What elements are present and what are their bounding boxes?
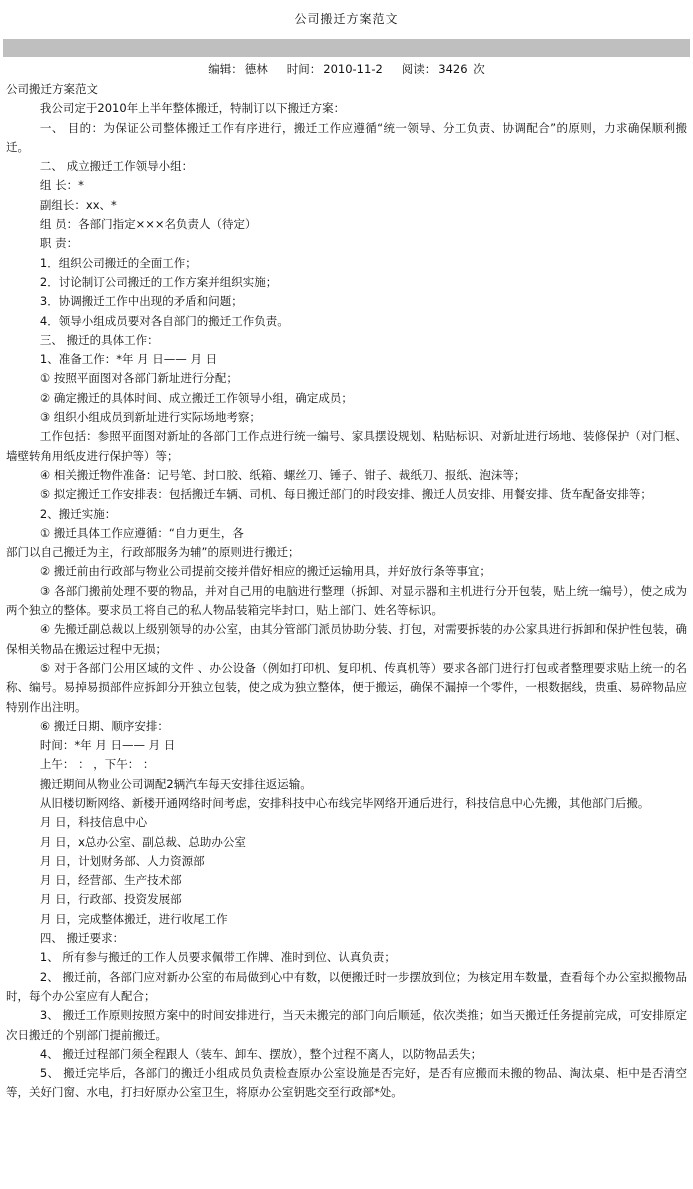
paragraph: 时间：*年 月 日—— 月 日 xyxy=(39,738,176,753)
paragraph: 组 员：各部门指定×××名负责人（待定） xyxy=(39,217,257,232)
paragraph: ① 搬迁具体工作应遵循：“自力更生，各 xyxy=(39,525,244,540)
paragraph: 4．领导小组成员要对各自部门的搬迁工作负责。 xyxy=(39,313,289,328)
paragraph: ④ 相关搬迁物件准备：记号笔、封口胶、纸箱、螺丝刀、锤子、钳子、裁纸刀、报纸、泡沫等； xyxy=(39,467,526,482)
paragraph: ③ 各部门搬前处理不要的物品，并对自己用的电脑进行整理（拆卸、对显示器和主机进行分开包装，贴上统一编号），使之成为两个独立的整体。要求员工将自己的私人物品装箱完毕封口，贴上部门、姓名等标识。 xyxy=(6,583,687,618)
paragraph: 月 日，计划财务部、人力资源部 xyxy=(39,853,205,868)
page-title: 公司搬迁方案范文 xyxy=(294,12,399,26)
paragraph: 2．讨论制订公司搬迁的工作方案并组织实施； xyxy=(39,274,278,289)
paragraph: 二、 成立搬迁工作领导小组： xyxy=(39,159,194,174)
paragraph: 三、 搬迁的具体工作： xyxy=(39,332,159,347)
article-heading: 公司搬迁方案范文 xyxy=(6,82,98,96)
paragraph: 月 日，行政部、投资发展部 xyxy=(39,892,182,907)
paragraph: ① 按照平面图对各部门新址进行分配； xyxy=(39,371,238,386)
paragraph: 月 日，科技信息中心 xyxy=(39,815,148,830)
paragraph: ⑥ 搬迁日期、顺序安排： xyxy=(39,718,169,733)
article-meta xyxy=(0,60,693,80)
paragraph: 副组长：xx、* xyxy=(39,197,117,212)
paragraph: ④ 先搬迁副总裁以上级别领导的办公室，由其分管部门派员协助分装、打包，对需要拆装的办公家具进行拆卸和保护性包装，确保相关物品在搬运过程中无损； xyxy=(6,622,687,656)
paragraph: 2、 搬迁前，各部门应对新办公室的布局做到心中有数，以便搬迁时一步摆放到位；为核定用车数量，查看每个办公室拟搬物品时，每个办公室应有人配合； xyxy=(6,969,687,1003)
paragraph: 月 日，x总办公室、副总裁、总助办公室 xyxy=(39,834,246,849)
view-count: 3426 次 xyxy=(438,62,485,76)
paragraph: ③ 组织小组成员到新址进行实际场地考察； xyxy=(39,410,261,425)
paragraph: 3、 搬迁工作原则按照方案中的时间安排进行，当天未搬完的部门向后顺延，依次类推；如当天搬迁任务提前完成，可安排原定次日搬迁的个别部门提前搬迁。 xyxy=(6,1008,687,1042)
paragraph: 工作包括：参照平面图对新址的各部门工作点进行统一编号、家具摆设规划、粘贴标识、对新址进行场地、装修保护（对门框、墙壁转角用纸皮进行保护等）等； xyxy=(6,429,687,463)
paragraph: 职 责： xyxy=(39,236,79,251)
paragraph: 从旧楼切断网络、新楼开通网络时间考虑，安排科技中心布线完毕网络开通后进行，科技信息中心先搬，其他部门后搬。 xyxy=(39,795,650,810)
views-label: 阅读： xyxy=(401,62,437,76)
paragraph: 组 长：* xyxy=(39,178,84,193)
paragraph: 1．组织公司搬迁的全面工作； xyxy=(39,255,197,270)
editor-label: 编辑： xyxy=(208,62,243,76)
paragraph: 四、 搬迁要求： xyxy=(39,931,125,946)
paragraph: 5、 搬迁完毕后，各部门的搬迁小组成员负责检查原办公室设施是否完好，是否有应搬而未搬的物品、淘汰桌、柜中是否清空等，关好门窗、水电，打扫好原办公室卫生，将原办公室钥匙交至行政部*处。 xyxy=(6,1066,687,1100)
paragraph: ⑤ 对于各部门公用区域的文件 、办公设备（例如打印机、复印机、传真机等）要求各部门进行打包或者整理要求贴上统一的名称、编号。易掉易损部件应拆卸分开独立包装，使之成为独立整体，便于搬运，确保不漏掉一个零件，一根数据线，贵重、易碎物品应特别作出注明。 xyxy=(6,660,687,714)
paragraph: ② 确定搬迁的具体时间、成立搬迁工作领导小组，确定成员； xyxy=(39,390,353,405)
paragraph: 3．协调搬迁工作中出现的矛盾和问题； xyxy=(39,294,243,309)
paragraph: 一、 目的：为保证公司整体搬迁工作有序进行，搬迁工作应遵循“统一领导、分工负责、协调配合”的原则，力求确保顺利搬迁。 xyxy=(6,120,687,154)
paragraph: 我公司定于2010年上半年整体搬迁，特制订以下搬迁方案： xyxy=(39,101,346,116)
paragraph: 2、搬迁实施： xyxy=(39,506,117,521)
paragraph: 月 日，经营部、生产技术部 xyxy=(39,873,182,888)
article-body xyxy=(0,80,693,1103)
paragraph: 1、准备工作：*年 月 日—— 月 日 xyxy=(39,352,218,367)
publish-date: 2010-11-2 xyxy=(323,62,383,76)
title-divider-bar xyxy=(3,39,690,57)
paragraph: 1、 所有参与搬迁的工作人员要求佩带工作牌、准时到位、认真负责； xyxy=(39,950,396,965)
paragraph: ⑤ 拟定搬迁工作安排表：包括搬迁车辆、司机、每日搬迁部门的时段安排、搬迁人员安排、用餐安排、货车配备安排等； xyxy=(39,487,652,502)
paragraph: 月 日，完成整体搬迁，进行收尾工作 xyxy=(39,911,228,926)
paragraph: 搬迁期间从物业公司调配2辆汽车每天安排往返运输。 xyxy=(39,776,312,791)
paragraph: ② 搬迁前由行政部与物业公司提前交接并借好相应的搬迁运输用具，并好放行条等事宜； xyxy=(39,564,491,579)
editor-name: 德林 xyxy=(244,62,268,76)
time-label: 时间： xyxy=(286,62,322,76)
paragraph: 4、 搬迁过程部门须全程跟人（装车、卸车、摆放），整个过程不离人，以防物品丢失； xyxy=(39,1046,483,1061)
paragraph: 上午： ： ，下午： ： xyxy=(39,757,155,772)
paragraph: 部门以自己搬迁为主，行政部服务为辅”的原则进行搬迁； xyxy=(6,545,300,560)
